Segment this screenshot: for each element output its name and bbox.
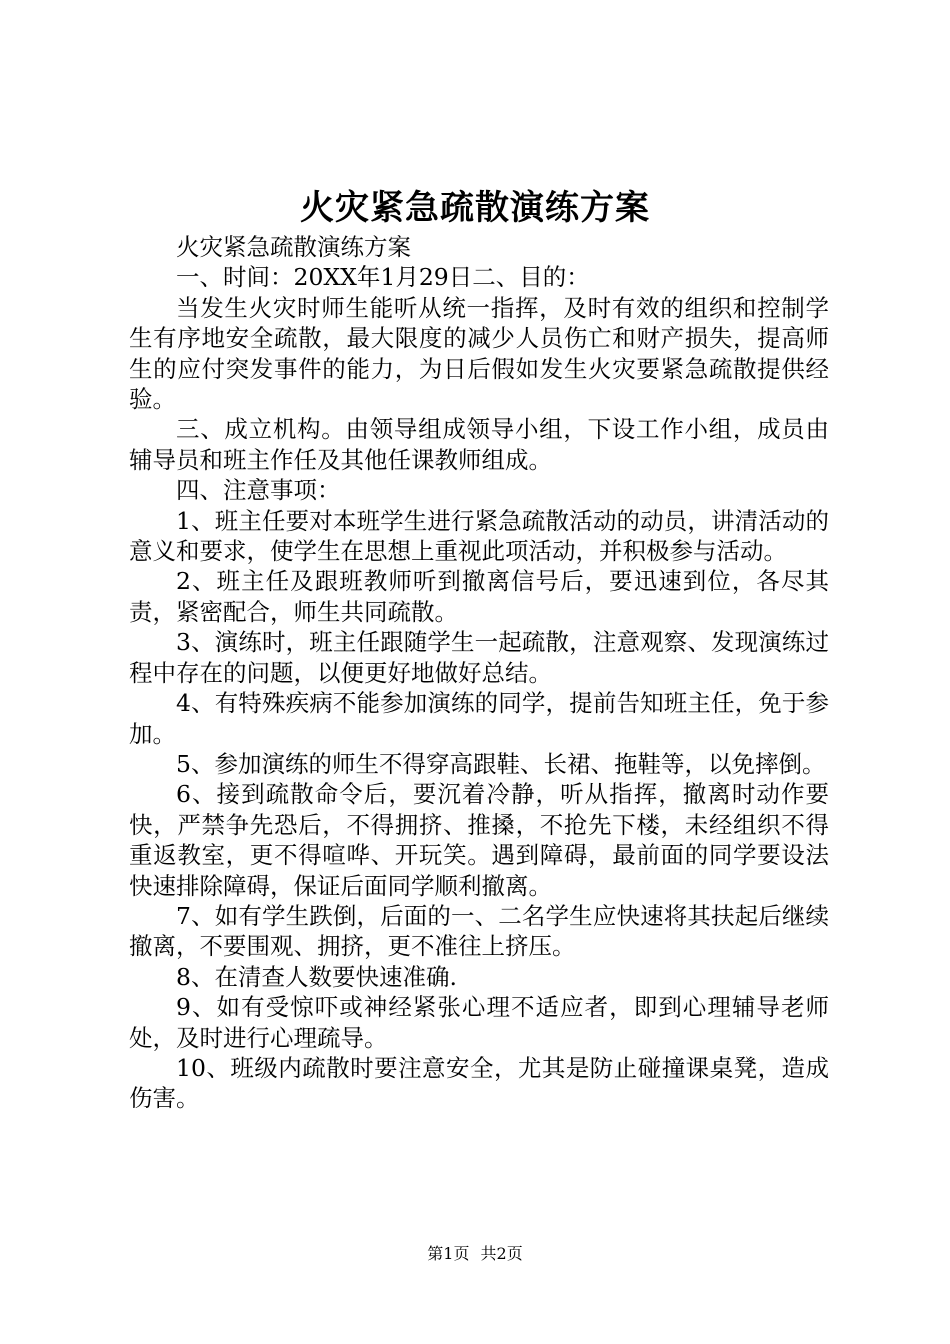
paragraph-time-purpose: 一、时间：20XX年1月29日二、目的： [176,263,590,292]
paragraph-note-6: 6、接到疏散命令后，要沉着冷静，听从指挥，撤离时动作要快，严禁争先恐后，不得拥挤、推搡，不抢先下楼，未经组织不得重返教室，更不得喧哗、开玩笑。遇到障碍，最前面的同学要设法快速排除障碍，保证后面同学顺利撤离。 [129,780,829,900]
paragraph-subtitle: 火灾紧急疏散演练方案 [176,233,411,261]
paragraph-note-1: 1、班主任要对本班学生进行紧急疏散活动的动员，讲清活动的意义和要求，使学生在思想上重视此项活动，并积极参与活动。 [129,506,829,566]
document-title: 火灾紧急疏散演练方案 [300,188,650,228]
page-number: 第1页 [427,1244,470,1263]
paragraph-purpose-detail: 当发生火灾时师生能听从统一指挥，及时有效的组织和控制学生有序地安全疏散，最大限度的减少人员伤亡和财产损失，提高师生的应付突发事件的能力，为日后假如发生火灾要紧急疏散提供经验。 [129,293,829,414]
paragraph-note-2: 2、班主任及跟班教师听到撤离信号后，要迅速到位，各尽其责，紧密配合，师生共同疏散。 [129,567,829,626]
paragraph-note-9: 9、如有受惊吓或神经紧张心理不适应者，即到心理辅导老师处，及时进行心理疏导。 [129,993,829,1052]
paragraph-note-3: 3、演练时，班主任跟随学生一起疏散，注意观察、发现演练过程中存在的问题，以便更好地做好总结。 [129,628,829,687]
paragraph-notes-heading: 四、注意事项： [176,476,341,505]
document-body [129,232,829,1114]
page-total: 共2页 [480,1244,523,1263]
paragraph-note-4: 4、有特殊疾病不能参加演练的同学，提前告知班主任，免于参加。 [129,689,829,748]
paragraph-note-7: 7、如有学生跌倒，后面的一、二名学生应快速将其扶起后继续撤离，不要围观、拥挤，更不准往上挤压。 [129,901,829,961]
paragraph-note-8: 8、在清查人数要快速准确. [176,962,457,991]
paragraph-note-5: 5、参加演练的师生不得穿高跟鞋、长裙、拖鞋等，以免摔倒。 [176,749,826,778]
page-footer [0,1242,950,1266]
paragraph-organization: 三、成立机构。由领导组成领导小组，下设工作小组，成员由辅导员和班主作任及其他任课教师组成。 [129,415,829,474]
paragraph-note-10: 10、班级内疏散时要注意安全，尤其是防止碰撞课桌凳，造成伤害。 [129,1053,829,1113]
